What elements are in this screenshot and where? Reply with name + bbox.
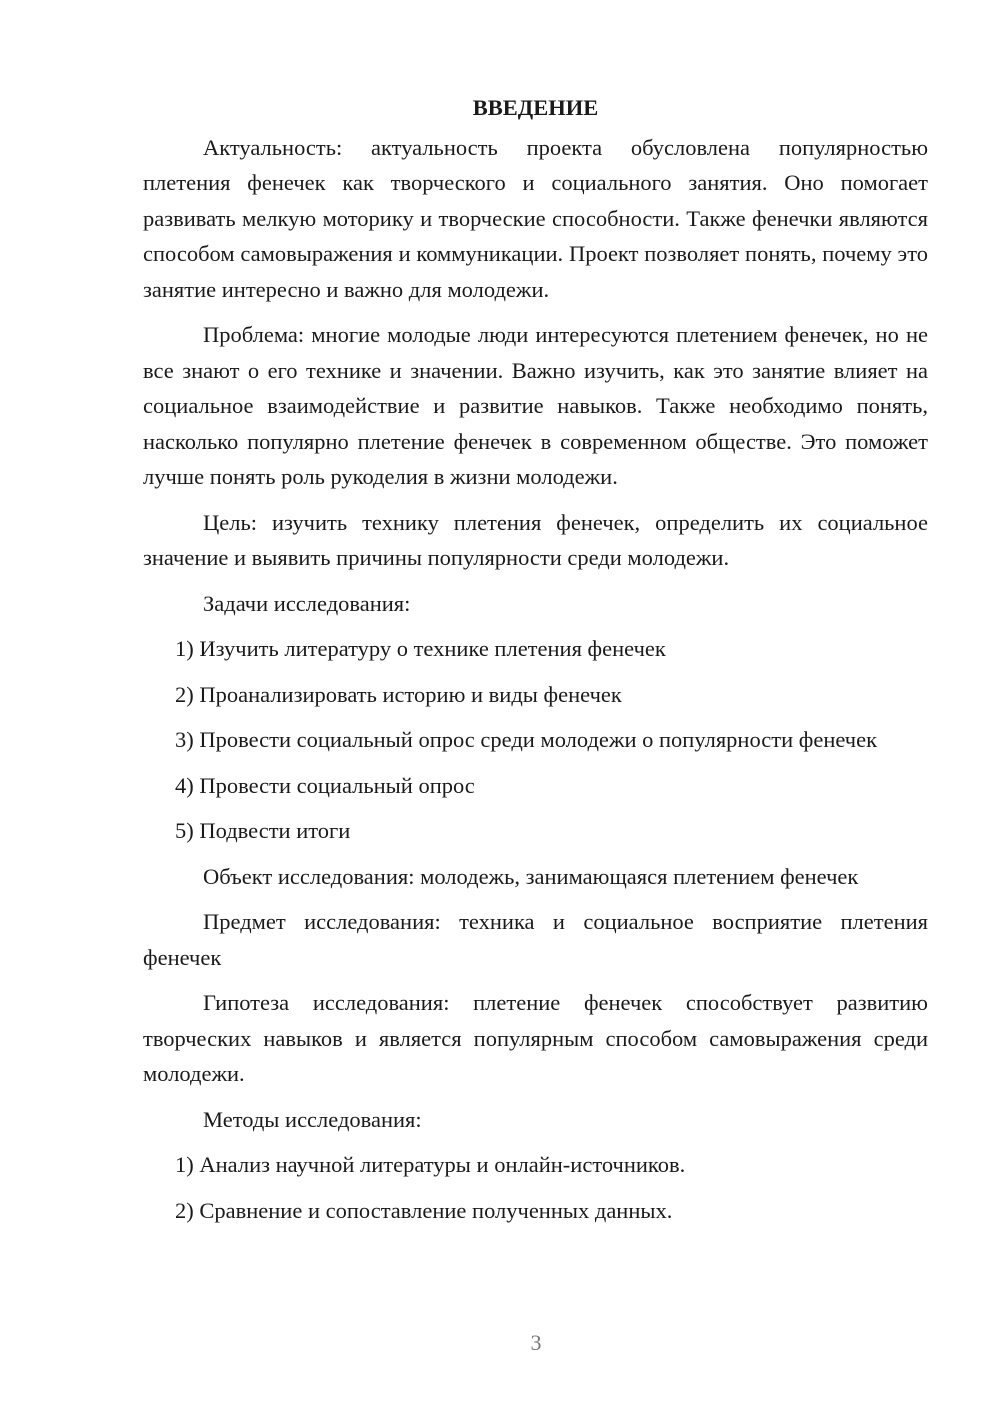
task-item: 1) Изучить литературу о технике плетения фенечек xyxy=(175,636,666,661)
method-item: 2) Сравнение и сопоставление полученных данных. xyxy=(175,1197,673,1223)
task-item: 2) Проанализировать историю и виды фенечек xyxy=(175,681,622,707)
task-item: 3) Провести социальный опрос среди молодежи о популярности фенечек xyxy=(175,727,878,752)
method-item: 1) Анализ научной литературы и онлайн-источников. xyxy=(175,1152,686,1177)
task-item: 4) Провести социальный опрос xyxy=(175,772,475,798)
hypothesis-paragraph: Гипотеза исследования: плетение фенечек способствует развитию творческих навыков и является популярным способом самовыражения среди молодежи. xyxy=(143,990,928,1086)
relevance-paragraph: Актуальность: актуальность проекта обусловлена популярностью плетения фенечек как творческого и социального занятия. Оно помогает развивать мелкую моторику и творческие способности. Также фенечки являются способом самовыражения и коммуникации. Проект позволяет понять, почему это занятие интересно и важно для молодежи. xyxy=(143,134,928,302)
tasks-title: Задачи исследования: xyxy=(203,590,411,616)
problem-paragraph: Проблема: многие молодые люди интересуются плетением фенечек, но не все знают о его технике и значении. Важно изучить, как это занятие влияет на социальное взаимодействие и развитие навыков. Также необходимо понять, насколько популярно плетение фенечек в современном обществе. Это поможет лучше понять роль рукоделия в жизни молодежи. xyxy=(143,322,928,489)
page-content xyxy=(143,90,928,1238)
task-item: 5) Подвести итоги xyxy=(175,818,351,843)
object-paragraph: Объект исследования: молодежь, занимающаяся плетением фенечек xyxy=(203,863,859,889)
goal-paragraph: Цель: изучить технику плетения фенечек, определить их социальное значение и выявить причины популярности среди молодежи. xyxy=(143,509,928,570)
section-heading: ВВЕДЕНИЕ xyxy=(472,95,599,120)
page-number: 3 xyxy=(530,1330,542,1355)
subject-paragraph: Предмет исследования: техника и социальное восприятие плетения фенечек xyxy=(143,909,928,970)
methods-title: Методы исследования: xyxy=(203,1106,422,1132)
